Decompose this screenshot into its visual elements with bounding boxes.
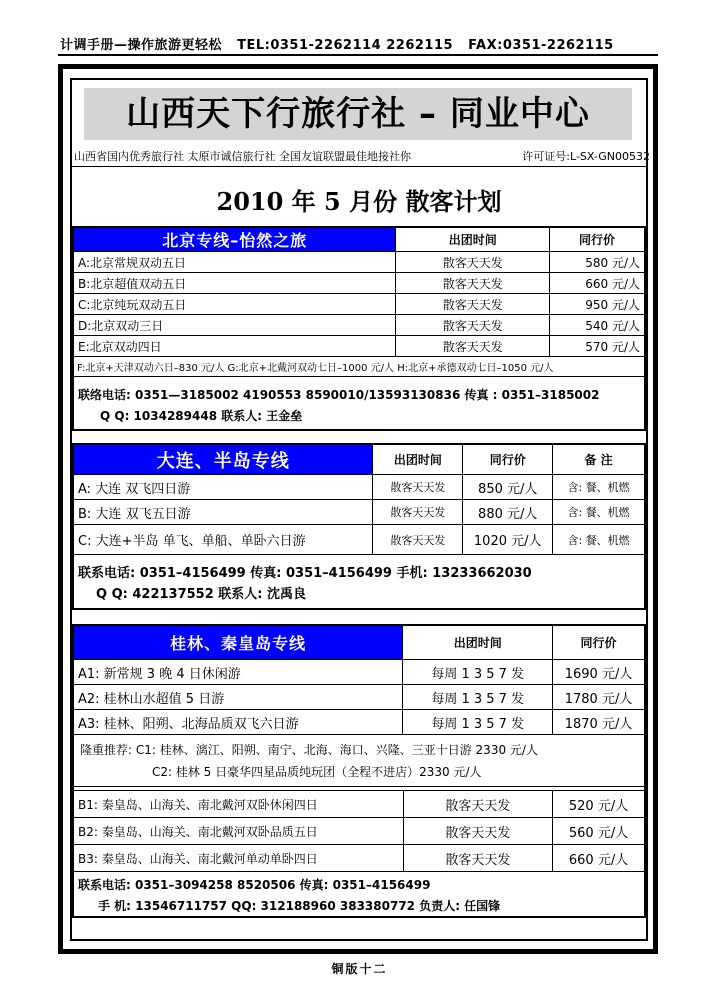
qinhuangdao-table bbox=[73, 790, 645, 872]
route-name: B2: 秦皇岛、山海关、南北戴河双卧品质五日 bbox=[74, 818, 404, 845]
depart-time: 散客天天发 bbox=[403, 818, 553, 845]
recommend-c1: 隆重推荐: C1: 桂林、漓江、阳朔、南宁、北海、海口、兴隆、三亚十日游 2330 元/人 bbox=[80, 742, 538, 757]
price: 1780 元/人 bbox=[553, 685, 645, 710]
page-footer: 铜版十二 bbox=[331, 962, 388, 976]
table-row bbox=[74, 336, 645, 357]
depart-time: 散客天天发 bbox=[396, 336, 550, 357]
agency-info-line bbox=[74, 148, 650, 164]
table-row bbox=[74, 791, 645, 818]
price: 560 元/人 bbox=[553, 818, 645, 845]
depart-time: 散客天天发 bbox=[396, 315, 550, 336]
price: 880 元/人 bbox=[463, 500, 553, 525]
depart-time: 散客天天发 bbox=[396, 273, 550, 294]
depart-time: 散客天天发 bbox=[403, 791, 553, 818]
depart-time: 每周 1 3 5 7 发 bbox=[403, 660, 553, 685]
depart-time: 散客天天发 bbox=[373, 525, 463, 555]
agency-name: 山西天下行旅行社 – 同业中心 bbox=[84, 88, 632, 140]
route-name: B:北京超值双动五日 bbox=[74, 273, 396, 294]
plan-title: 2010 年 5 月份 散客计划 bbox=[216, 187, 502, 216]
header-rule bbox=[58, 54, 658, 56]
route-name: A: 大连 双飞四日游 bbox=[74, 475, 373, 500]
route-name: E:北京双动四日 bbox=[74, 336, 396, 357]
route-name: A2: 桂林山水超值 5 日游 bbox=[74, 685, 403, 710]
depart-time: 散客天天发 bbox=[396, 294, 550, 315]
beijing-extra-routes: F:北京+天津双动六日–830 元/人 G:北京+北戴河双动七日–1000 元/人 H:北京+承德双动七日–1050 元/人 bbox=[74, 357, 645, 377]
price: 540 元/人 bbox=[550, 315, 645, 336]
guilin-title: 桂林、秦皇岛专线 bbox=[74, 626, 403, 660]
guilin-contact-phone: 联系电话: 0351–3094258 8520506 传真: 0351–4156499 bbox=[78, 878, 431, 892]
table-row bbox=[74, 845, 645, 872]
dalian-col-depart: 出团时间 bbox=[373, 445, 463, 475]
table-row bbox=[74, 252, 645, 273]
manual-title: 计调手册—操作旅游更轻松 bbox=[60, 38, 223, 53]
price: 660 元/人 bbox=[553, 845, 645, 872]
route-name: B1: 秦皇岛、山海关、南北戴河双卧休闲四日 bbox=[74, 791, 404, 818]
title-divider bbox=[70, 166, 648, 167]
table-row bbox=[74, 710, 645, 735]
route-name: B3: 秦皇岛、山海关、南北戴河单动单卧四日 bbox=[74, 845, 404, 872]
price: 520 元/人 bbox=[553, 791, 645, 818]
price: 1020 元/人 bbox=[463, 525, 553, 555]
beijing-contact-qq: Q Q: 1034289448 联系人: 王金垒 bbox=[100, 409, 303, 423]
table-row bbox=[74, 660, 645, 685]
price: 570 元/人 bbox=[550, 336, 645, 357]
price: 660 元/人 bbox=[550, 273, 645, 294]
dalian-title: 大连、半岛专线 bbox=[74, 445, 373, 475]
route-name: B: 大连 双飞五日游 bbox=[74, 500, 373, 525]
table-row bbox=[74, 500, 645, 525]
table-row bbox=[74, 818, 645, 845]
table-row bbox=[74, 475, 645, 500]
note: 含: 餐、机燃 bbox=[553, 475, 645, 500]
note: 含: 餐、机燃 bbox=[553, 525, 645, 555]
depart-time: 散客天天发 bbox=[396, 252, 550, 273]
price: 1870 元/人 bbox=[553, 710, 645, 735]
beijing-title: 北京专线–怡然之旅 bbox=[74, 228, 396, 252]
table-row bbox=[74, 273, 645, 294]
route-name: A3: 桂林、阳朔、北海品质双飞六日游 bbox=[74, 710, 403, 735]
dalian-col-price: 同行价 bbox=[463, 445, 553, 475]
agency-honors: 山西省国内优秀旅行社 太原市诚信旅行社 全国友谊联盟最佳地接社你 bbox=[74, 150, 411, 163]
agency-license: 许可证号:L-SX-GN00532 bbox=[522, 150, 650, 163]
header-fax: FAX:0351-2262115 bbox=[468, 38, 614, 53]
dalian-table bbox=[73, 444, 645, 555]
guilin-col-depart: 出团时间 bbox=[403, 626, 553, 660]
route-name: A1: 新常规 3 晚 4 日休闲游 bbox=[74, 660, 403, 685]
price: 580 元/人 bbox=[550, 252, 645, 273]
table-row bbox=[74, 685, 645, 710]
guilin-col-price: 同行价 bbox=[553, 626, 645, 660]
dalian-col-note: 备 注 bbox=[553, 445, 645, 475]
price: 950 元/人 bbox=[550, 294, 645, 315]
dalian-contact-qq: Q Q: 422137552 联系人: 沈禹良 bbox=[96, 587, 307, 602]
route-name: A:北京常规双动五日 bbox=[74, 252, 396, 273]
guilin-table bbox=[73, 625, 645, 787]
depart-time: 散客天天发 bbox=[373, 500, 463, 525]
depart-time: 每周 1 3 5 7 发 bbox=[403, 710, 553, 735]
recommend-cell bbox=[74, 735, 645, 787]
route-name: C:北京纯玩双动五日 bbox=[74, 294, 396, 315]
depart-time: 散客天天发 bbox=[373, 475, 463, 500]
route-name: C: 大连+半岛 单飞、单船、单卧六日游 bbox=[74, 525, 373, 555]
guilin-contact-mobile: 手 机: 13546711757 QQ: 312188960 383380772 负责人: 任国锋 bbox=[98, 899, 501, 913]
price: 1690 元/人 bbox=[553, 660, 645, 685]
recommend-c2: C2: 桂林 5 日豪华四星品质纯玩团（全程不进店）2330 元/人 bbox=[152, 764, 482, 779]
dalian-contact-phone: 联系电话: 0351–4156499 传真: 0351–4156499 手机: 13233662030 bbox=[78, 566, 532, 581]
beijing-col-price: 同行价 bbox=[550, 228, 645, 252]
depart-time: 散客天天发 bbox=[403, 845, 553, 872]
beijing-col-depart: 出团时间 bbox=[396, 228, 550, 252]
route-name: D:北京双动三日 bbox=[74, 315, 396, 336]
header-tel: TEL:0351-2262114 2262115 bbox=[237, 38, 454, 53]
table-row bbox=[74, 315, 645, 336]
table-row bbox=[74, 294, 645, 315]
price: 850 元/人 bbox=[463, 475, 553, 500]
table-row bbox=[74, 525, 645, 555]
page-header-line bbox=[60, 34, 658, 53]
beijing-contact-phone: 联络电话: 0351—3185002 4190553 8590010/13593130836 传真 : 0351–3185002 bbox=[78, 388, 600, 402]
depart-time: 每周 1 3 5 7 发 bbox=[403, 685, 553, 710]
beijing-table bbox=[73, 227, 645, 377]
note: 含: 餐、机燃 bbox=[553, 500, 645, 525]
